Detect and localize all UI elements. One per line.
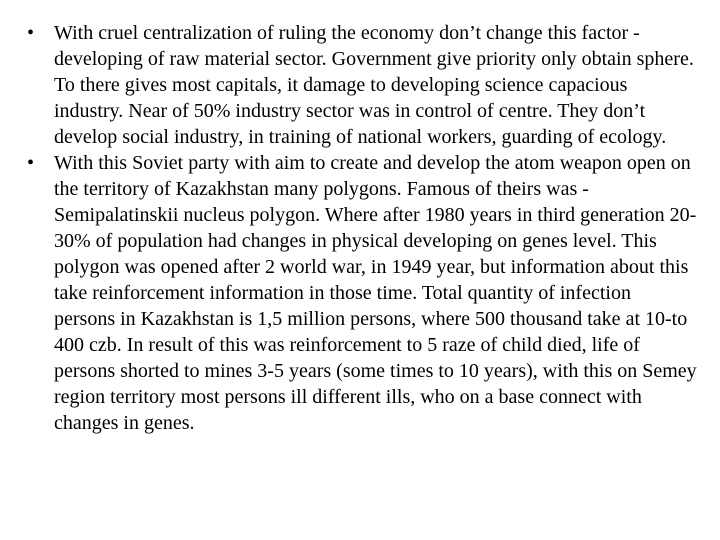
bullet-list [27,20,697,436]
bullet-item-economy [27,20,697,150]
bullet-text: With this Soviet party with aim to create and develop the atom weapon open on the territory of Kazakhstan many polygons. Famous of theirs was - Semipalatinskii nucleus polygon. Where after 1980 years in third generation 20-30% of population had changes in physical developing on genes level. This polygon was opened after 2 world war, in 1949 year, but information about this take reinforcement information in those time. Total quantity of infection persons in Kazakhstan is 1,5 million persons, where 500 thousand take at 10-to 400 czb. In result of this was reinforcement to 5 raze of child died, life of persons shorted to mines 3-5 years (some times to 10 years), with this on Semey region territory most persons ill different ills, who on a base connect with changes in genes. [54,152,697,434]
bullet-item-polygon [27,150,697,436]
bullet-marker: • [27,22,35,44]
bullet-text: With cruel centralization of ruling the economy don’t change this factor - developing of raw material sector. Government give priority only obtain sphere. To there gives most capitals, it damage to developing science capacious industry. Near of 50% industry sector was in control of centre. They don’t develop social industry, in training of national workers, guarding of ecology. [54,22,694,148]
bullet-marker: • [27,152,35,174]
